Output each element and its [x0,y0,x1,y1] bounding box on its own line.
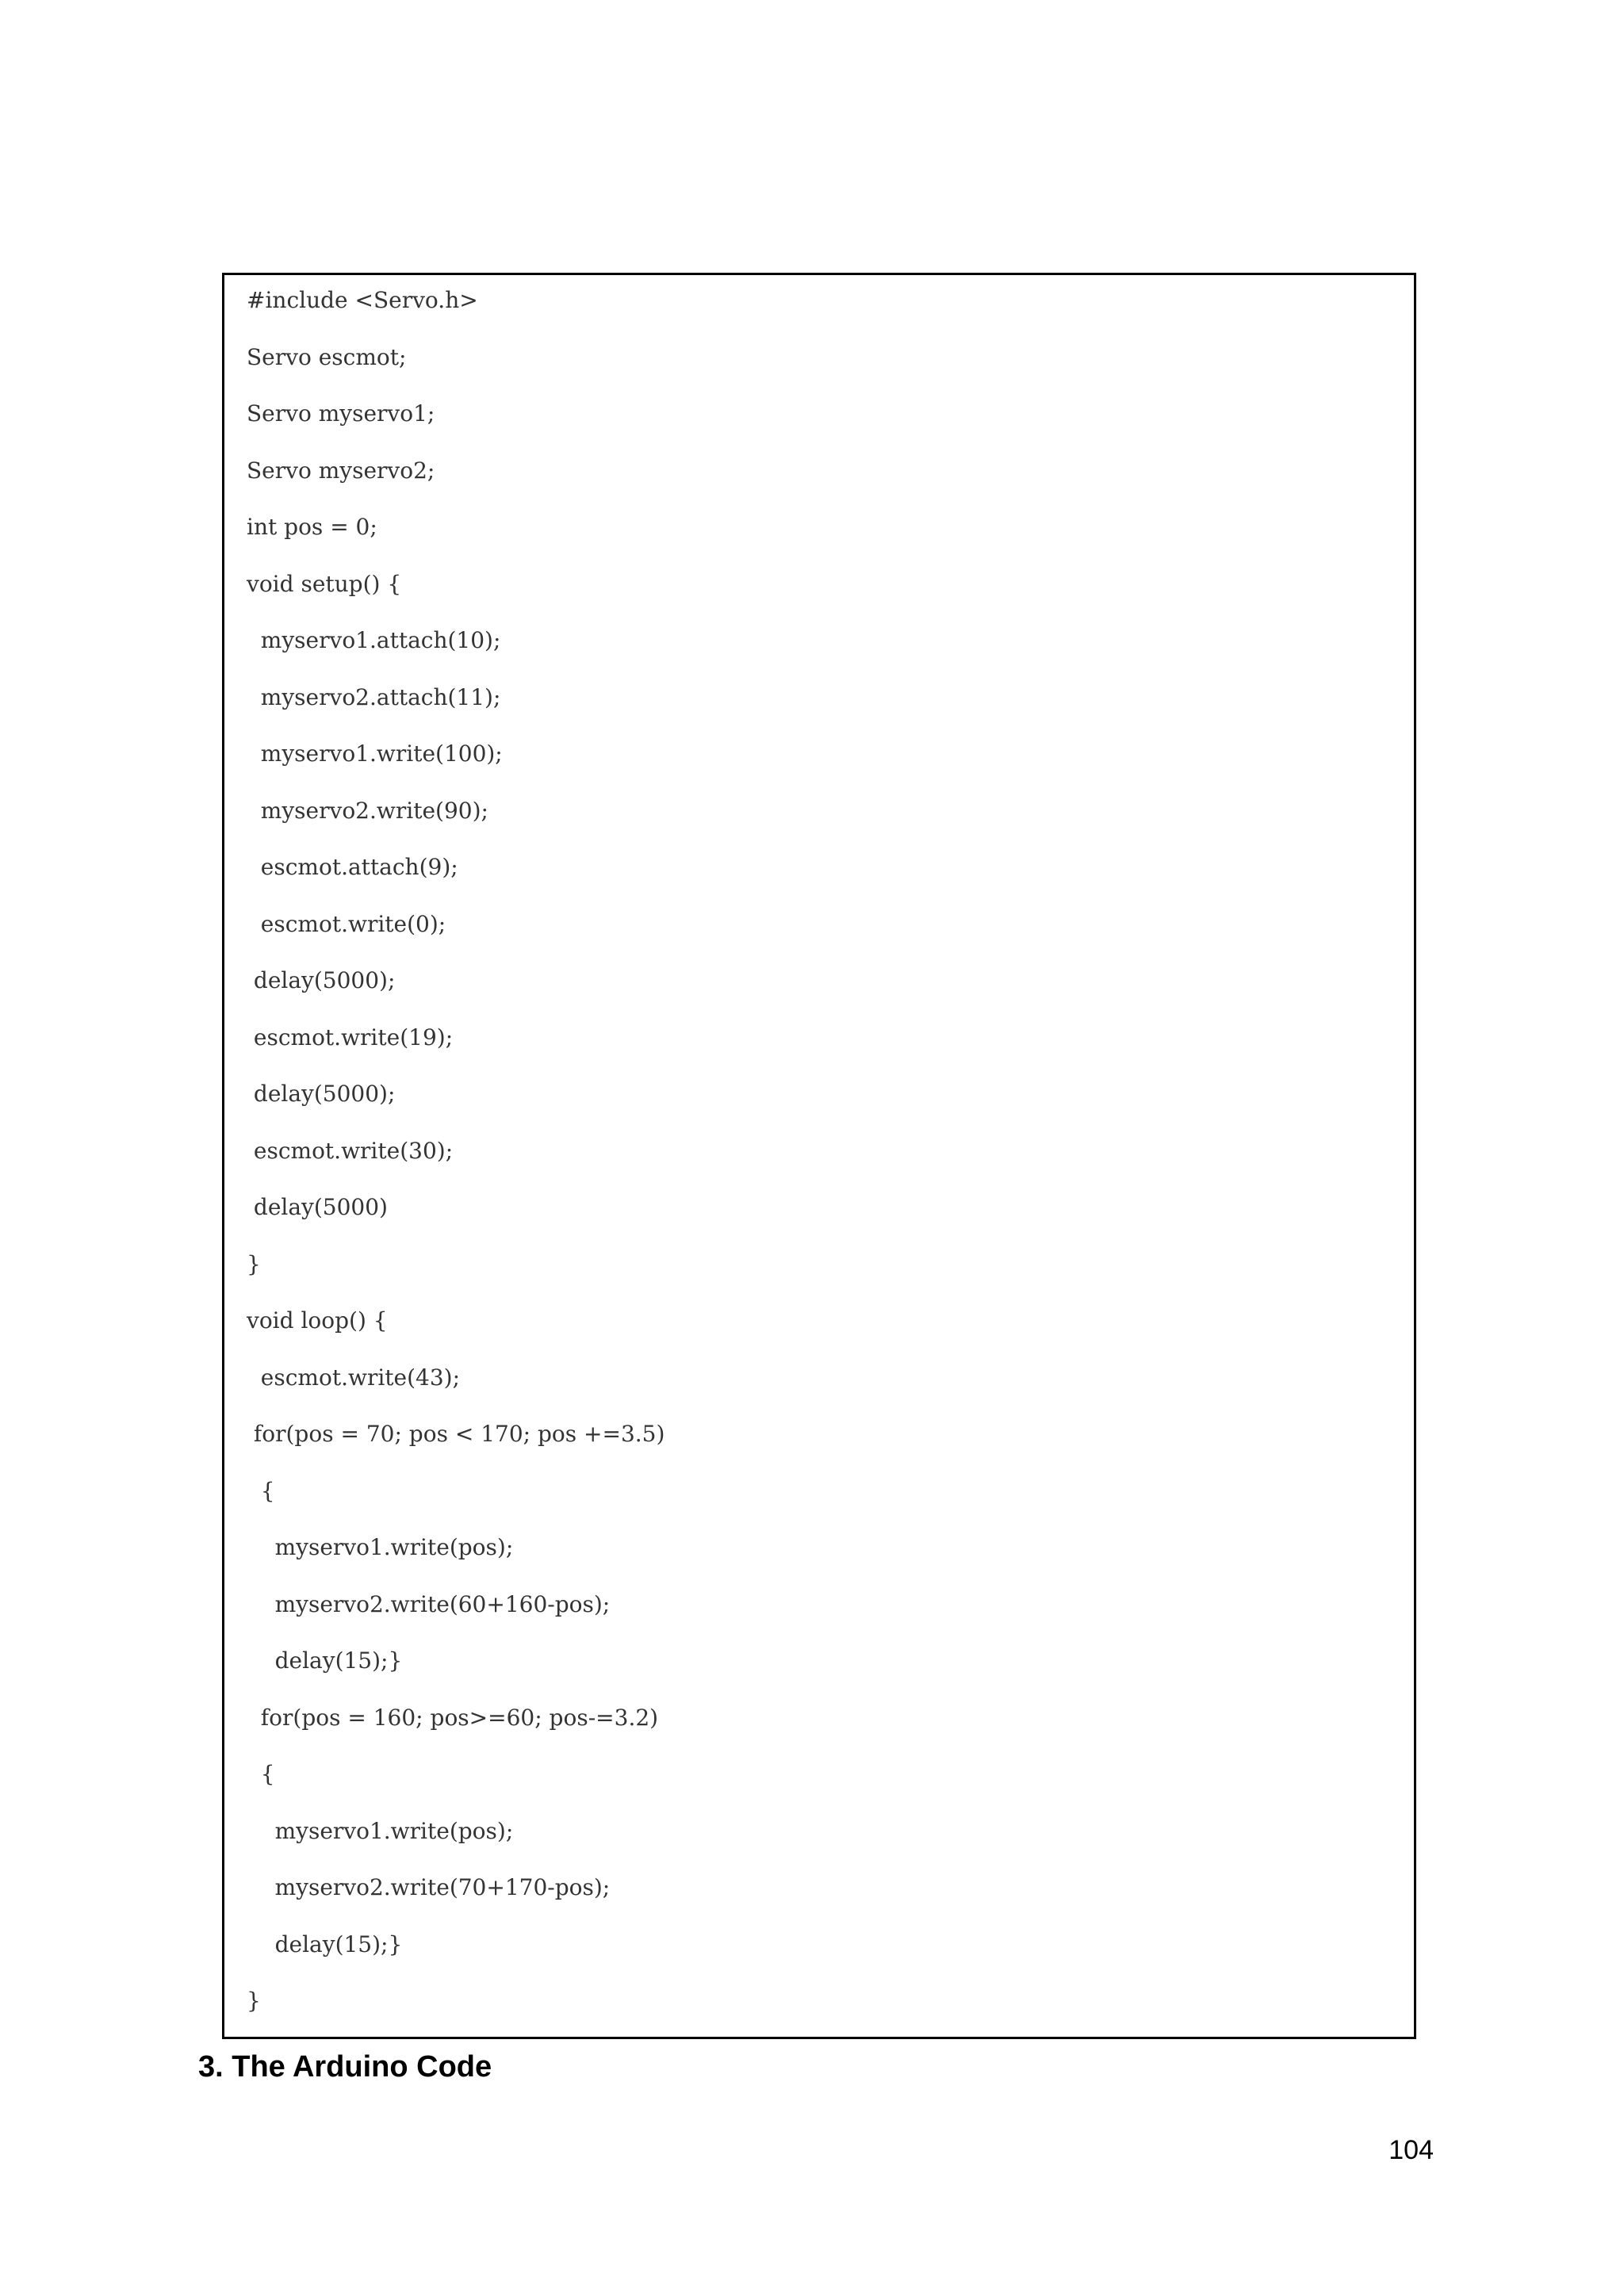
code-line-17: delay(5000) [247,1194,388,1220]
code-line-30: delay(15);} [247,1931,403,1957]
code-line-15: delay(5000); [247,1081,396,1107]
code-line-19: void loop() { [247,1307,388,1334]
code-line-14: escmot.write(19); [247,1024,454,1050]
code-line-26: for(pos = 160; pos>=60; pos-=3.2) [247,1705,659,1731]
code-line-25: delay(15);} [247,1647,403,1674]
code-line-13: delay(5000); [247,967,396,993]
code-line-6: void setup() { [247,571,402,597]
code-line-4: Servo myservo2; [247,457,435,484]
code-line-31: } [247,1988,261,2014]
code-line-28: myservo1.write(pos); [247,1818,514,1844]
code-line-20: escmot.write(43); [247,1364,461,1391]
code-line-3: Servo myservo1; [247,400,435,427]
code-listing-box [222,273,1416,2039]
page-number: 104 [1388,2135,1434,2165]
code-line-9: myservo1.write(100); [247,740,503,767]
code-line-8: myservo2.attach(11); [247,684,501,710]
code-line-22: { [247,1478,275,1504]
code-line-5: int pos = 0; [247,514,377,540]
figure-caption: 3. The Arduino Code [198,2050,492,2084]
code-line-29: myservo2.write(70+170-pos); [247,1874,611,1900]
code-line-2: Servo escmot; [247,344,407,370]
code-line-16: escmot.write(30); [247,1138,454,1164]
code-line-18: } [247,1251,261,1277]
code-line-10: myservo2.write(90); [247,798,488,824]
code-line-7: myservo1.attach(10); [247,627,501,653]
code-line-12: escmot.write(0); [247,911,446,937]
code-line-21: for(pos = 70; pos < 170; pos +=3.5) [247,1421,665,1447]
code-line-1: #include <Servo.h> [247,287,478,313]
code-line-24: myservo2.write(60+160-pos); [247,1591,611,1617]
code-line-11: escmot.attach(9); [247,854,458,880]
code-line-27: { [247,1761,275,1787]
code-line-23: myservo1.write(pos); [247,1534,514,1560]
